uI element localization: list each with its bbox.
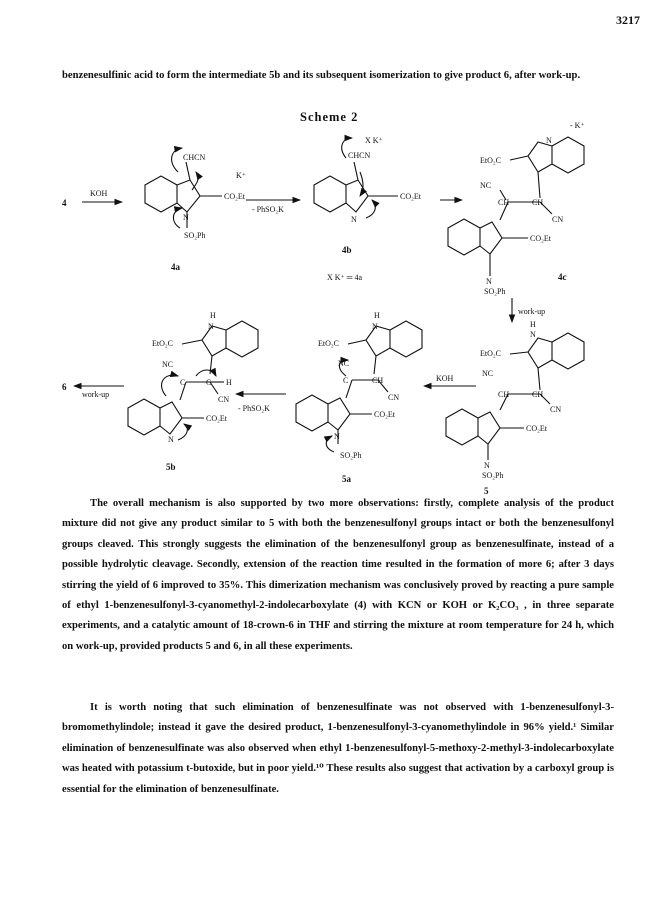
structure-4b [314, 138, 398, 218]
group-co2et-5a: CO₂Et [374, 410, 396, 419]
compound-6-label: 6 [62, 382, 67, 392]
group-nc-5a: NC [338, 359, 350, 368]
group-n2-4c: N [486, 277, 492, 286]
group-so2ph-4a: SO₂Ph [184, 231, 206, 240]
compound-5b-label: 5b [166, 462, 176, 472]
group-cn-4c: CN [552, 215, 564, 224]
group-xk-4b: X K⁺ [365, 136, 383, 145]
group-n-5: N [530, 330, 536, 339]
group-c-5a: C [343, 376, 349, 385]
reagent-phso2k: - PhSO₂K [252, 205, 284, 214]
compound-4b-label: 4b [342, 245, 352, 255]
group-nc-5: NC [482, 369, 494, 378]
group-c2-5b: C [206, 378, 212, 387]
group-ch-5a: CH [372, 376, 384, 385]
group-chcn-4b: CHCN [348, 151, 371, 160]
paragraph-elimination: It is worth noting that such elimination of benzenesulfinate was not observed with 1-benzenesulfonyl-3-bromomethylindole; instead it gave the desired product, 1-benzenesulfonyl-3-cyanomethylindole in 96% yield.¹ Similar elimination of benzenesulfinate was also observed when ethyl 1-benzenesulfonyl-5-methoxy-2-methyl-3-indolecarboxylate was heated with potassium t-butoxide, but in poor yield.¹⁰ These results also suggest that activation by a carboxyl group is essential for the elimination of benzenesulfinate. [62, 702, 614, 795]
group-h-5: H [530, 320, 536, 329]
group-ch1-4c: CH [498, 198, 510, 207]
structure-5a [296, 321, 422, 452]
compound-5a-label: 5a [342, 474, 351, 484]
group-so2ph-4c: SO₂Ph [484, 287, 506, 296]
group-eto2c-5a: EtO₂C [318, 339, 340, 348]
compound-4a-label: 4a [171, 262, 180, 272]
reagent-workup: work-up [82, 390, 110, 399]
group-co2et-5: CO₂Et [526, 424, 548, 433]
group-h2-5b: H [226, 378, 232, 387]
group-n-5a: N [372, 322, 378, 331]
group-co2et-4b: CO₂Et [400, 192, 422, 201]
group-eto2c-4c: EtO₂C [480, 156, 502, 165]
reagent-workup-down: work-up [518, 307, 546, 316]
group-n-4a: N [183, 213, 189, 222]
group-cn-5a: CN [388, 393, 400, 402]
reagent-koh: KOH [90, 189, 108, 198]
group-eto2c-5: EtO₂C [480, 349, 502, 358]
paragraph-mechanism: The overall mechanism is also supported by two more observations: firstly, complete analysis of the product mixture did not give any product similar to 5 with both the benzenesulfonyl groups intact or both the benzenesulfonyl groups cleaved. This strongly suggests the elimination of the benzenesulfonyl group as benzenesulfinate, instead of a possible hydrolytic cleavage. Secondly, extension of the reaction time resulted in the formation of more 6; after 3 days stirring the yield of 6 improved to 35%. This dimerization mechanism was conclusively proved by reacting a pure sample of ethyl 1-benzenesulfonyl-3-cyanomethyl-2-indolecarboxylate (4) with KCN or KOH or K₂CO₃ , in three separate experiments, and a catalytic amount of 18-crown-6 in THF and stirring the mixture at room temperature for 24 h, which on work-up, provided products 5 and 6, in all these experiments. [62, 498, 614, 652]
scheme-title: Scheme 2 [300, 110, 359, 124]
group-ch1-5: CH [498, 390, 510, 399]
group-chcn-4a: CHCN [183, 153, 206, 162]
group-n2-5b: N [168, 435, 174, 444]
group-n2-5: N [484, 461, 490, 470]
group-n-4c: N [546, 136, 552, 145]
group-c1-5b: C [180, 378, 186, 387]
group-cn-5b: CN [218, 395, 230, 404]
compound-4c-label: 4c [558, 272, 567, 282]
group-n-5b: N [208, 322, 214, 331]
group-kplus-4a: K⁺ [236, 171, 246, 180]
group-n2-5a: N [334, 432, 340, 441]
group-so2ph-5a: SO₂Ph [340, 451, 362, 460]
compound-4-label: 4 [62, 198, 67, 208]
group-ch2-5: CH [532, 390, 544, 399]
group-nc-5b: NC [162, 360, 174, 369]
group-eto2c-5b: EtO₂C [152, 339, 174, 348]
compound-5-label: 5 [484, 486, 489, 496]
intro-paragraph: benzenesulfinic acid to form the intermediate 5b and its subsequent isomerization to give product 6, after work-up. [62, 70, 581, 81]
group-co2et-4a: CO₂Et [224, 192, 246, 201]
structure-5 [446, 333, 584, 460]
equivalence-note: X K⁺ ═ 4a [327, 273, 362, 282]
group-n-4b: N [351, 215, 357, 224]
structure-5b [128, 321, 258, 440]
group-co2et-4c: CO₂Et [530, 234, 552, 243]
group-cn-5: CN [550, 405, 562, 414]
group-so2ph-5: SO₂Ph [482, 471, 504, 480]
group-minusk-4c: - K⁺ [570, 121, 585, 130]
group-co2et-5b: CO₂Et [206, 414, 228, 423]
group-h-5a: H [374, 311, 380, 320]
reagent-phso2k2: - PhSO₂K [238, 404, 270, 413]
group-h-5b: H [210, 311, 216, 320]
structure-4c [448, 137, 584, 276]
group-ch2-4c: CH [532, 198, 544, 207]
page-number: 3217 [616, 13, 640, 27]
group-nc-4c: NC [480, 181, 492, 190]
reagent-koh2: KOH [436, 374, 454, 383]
